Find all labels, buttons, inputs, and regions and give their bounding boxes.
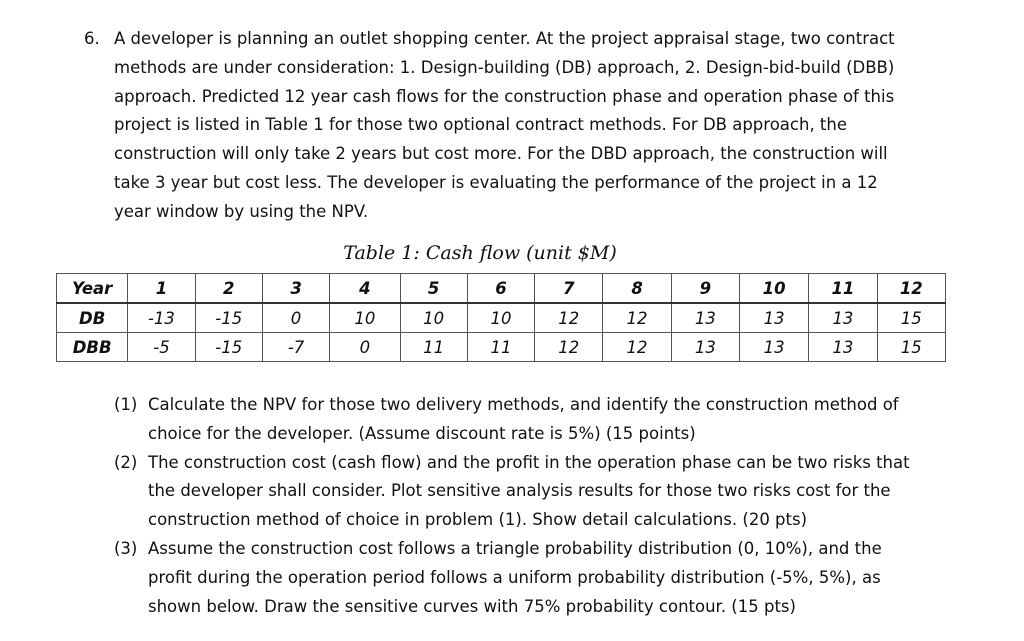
subquestion-line: Calculate the NPV for those two delivery methods, and identify the construction method of <box>148 395 899 414</box>
cash-flow-cell: -5 <box>128 333 195 362</box>
year-cell: 11 <box>809 274 877 304</box>
subquestion-number: (1) <box>114 395 138 414</box>
subquestion-line: shown below. Draw the sensitive curves with 75% probability contour. (15 pts) <box>148 596 796 616</box>
question-line: approach. Predicted 12 year cash flows for the construction phase and operation phase of this <box>114 86 895 106</box>
question-line: year window by using the NPV. <box>114 201 369 221</box>
year-cell: 7 <box>535 274 603 304</box>
year-cell: 8 <box>603 274 671 304</box>
question-line: A developer is planning an outlet shopping center. At the project appraisal stage, two contract <box>114 29 895 48</box>
question-line: take 3 year but cost less. The developer is evaluating the performance of the project in a 12 <box>114 172 878 192</box>
subquestion-3 <box>114 535 934 621</box>
subquestion-line: construction method of choice in problem (1). Show detail calculations. (20 pts) <box>148 510 808 530</box>
subquestion-number: (2) <box>114 452 138 472</box>
cash-flow-cell: 10 <box>467 303 534 333</box>
cash-flow-cell: 12 <box>535 333 603 362</box>
cash-flow-cell: 13 <box>809 303 877 333</box>
cash-flow-cell: 12 <box>535 303 603 333</box>
cash-flow-cell: 10 <box>330 303 400 333</box>
cash-flow-cell: 13 <box>809 333 877 362</box>
year-header: Year <box>57 274 128 304</box>
subquestion-list <box>114 391 934 621</box>
year-cell: 10 <box>740 274 809 304</box>
question-line: project is listed in Table 1 for those two optional contract methods. For DB approach, the <box>114 115 848 135</box>
subquestion-2 <box>114 449 934 535</box>
year-cell: 5 <box>400 274 467 304</box>
cash-flow-cell: 12 <box>603 303 671 333</box>
cash-flow-cell: 0 <box>330 333 400 362</box>
cash-flow-cell: 12 <box>603 333 671 362</box>
subquestion-line: choice for the developer. (Assume discount rate is 5%) (15 points) <box>148 423 696 443</box>
table-caption: Table 1: Cash flow (unit $M) <box>343 242 617 264</box>
cash-flow-cell: 13 <box>740 303 809 333</box>
cash-flow-cell: 0 <box>262 303 329 333</box>
year-cell: 2 <box>195 274 262 304</box>
subquestion-line: The construction cost (cash flow) and the profit in the operation phase can be two risks that <box>148 452 910 472</box>
cash-flow-cell: 13 <box>740 333 809 362</box>
cash-flow-cell: 15 <box>877 303 945 333</box>
row-label-db: DB <box>57 303 128 333</box>
subquestion-number: (3) <box>114 538 138 558</box>
year-cell: 3 <box>262 274 329 304</box>
year-cell: 9 <box>671 274 739 304</box>
year-cell: 12 <box>877 274 945 304</box>
table-header-row <box>57 274 946 304</box>
table-row-db <box>57 303 946 333</box>
row-label-dbb: DBB <box>57 333 128 362</box>
cash-flow-cell: -7 <box>262 333 329 362</box>
cash-flow-cell: 13 <box>671 333 739 362</box>
cash-flow-cell: 11 <box>400 333 467 362</box>
cash-flow-cell: -13 <box>128 303 195 333</box>
year-cell: 4 <box>330 274 400 304</box>
table-row-dbb <box>57 333 946 362</box>
cash-flow-cell: -15 <box>195 333 262 362</box>
subquestion-line: the developer shall consider. Plot sensitive analysis results for those two risks cost for the <box>148 481 891 501</box>
question-line: methods are under consideration: 1. Design-building (DB) approach, 2. Design-bid-build (DBB) <box>114 57 895 77</box>
cash-flow-cell: 13 <box>671 303 739 333</box>
question-number: 6. <box>84 29 100 48</box>
year-cell: 6 <box>467 274 534 304</box>
question-line: construction will only take 2 years but cost more. For the DBD approach, the construction will <box>114 144 888 164</box>
cash-flow-cell: 10 <box>400 303 467 333</box>
subquestion-line: profit during the operation period follows a uniform probability distribution (-5%, 5%), as <box>148 567 881 587</box>
cash-flow-cell: 11 <box>467 333 534 362</box>
question-text <box>114 25 914 227</box>
cash-flow-cell: 15 <box>877 333 945 362</box>
subquestion-1 <box>114 391 934 449</box>
cash-flow-table <box>56 273 946 362</box>
subquestion-line: Assume the construction cost follows a triangle probability distribution (0, 10%), and the <box>148 538 882 558</box>
cash-flow-cell: -15 <box>195 303 262 333</box>
year-cell: 1 <box>128 274 195 304</box>
